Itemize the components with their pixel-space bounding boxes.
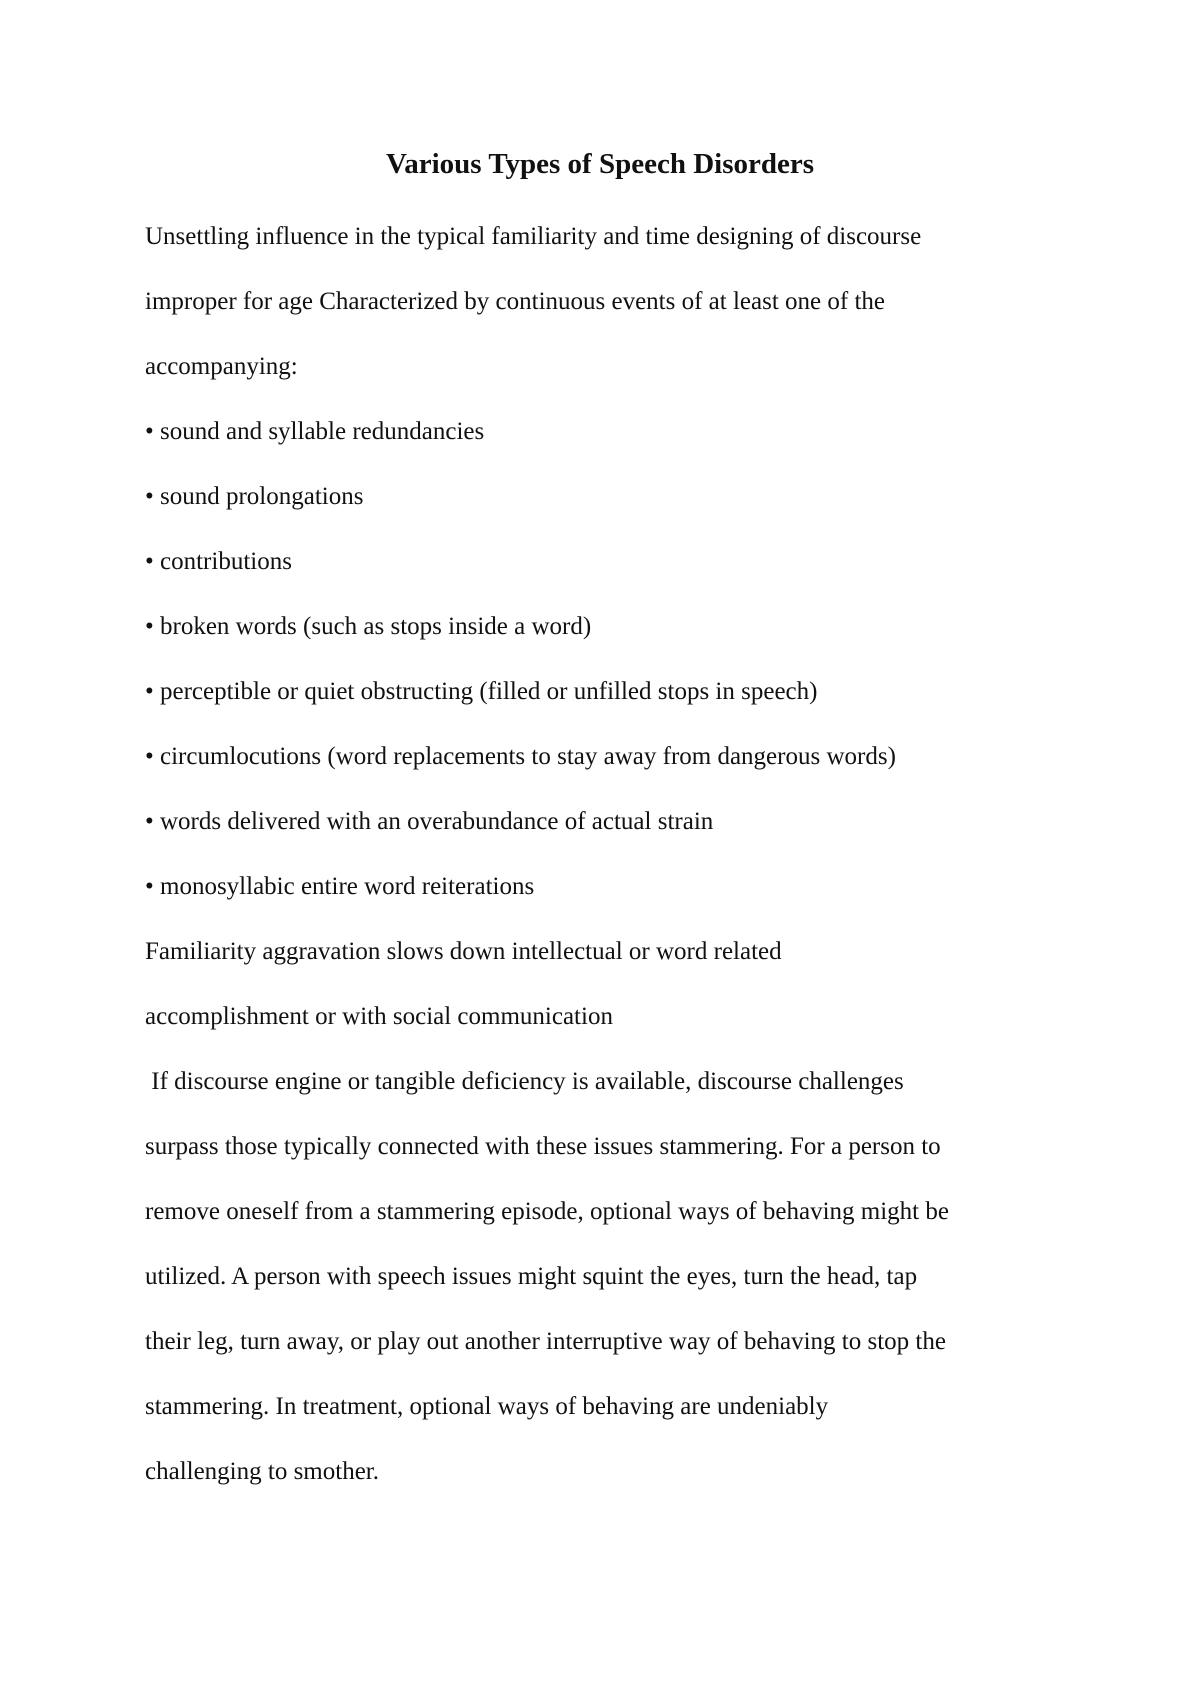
- para2-line-1: Familiarity aggravation slows down intellectual or word related: [145, 938, 782, 965]
- bullet-item-7: • words delivered with an overabundance of actual strain: [145, 808, 714, 835]
- bullet-item-4: • broken words (such as stops inside a word): [145, 613, 592, 640]
- document-title: Various Types of Speech Disorders: [385, 148, 815, 180]
- bullet-item-1: • sound and syllable redundancies: [145, 418, 485, 445]
- para3-line-7: challenging to smother.: [145, 1458, 379, 1485]
- intro-line-3: accompanying:: [145, 353, 298, 380]
- para3-line-1: If discourse engine or tangible deficiency is available, discourse challenges: [145, 1068, 904, 1095]
- bullet-item-6: • circumlocutions (word replacements to stay away from dangerous words): [145, 743, 896, 770]
- bullet-item-5: • perceptible or quiet obstructing (filled or unfilled stops in speech): [145, 678, 818, 705]
- para3-line-2: surpass those typically connected with these issues stammering. For a person to: [145, 1133, 941, 1160]
- intro-line-1: Unsettling influence in the typical familiarity and time designing of discourse: [145, 223, 922, 250]
- para3-line-3: remove oneself from a stammering episode, optional ways of behaving might be: [145, 1198, 949, 1225]
- para3-line-6: stammering. In treatment, optional ways of behaving are undeniably: [145, 1393, 829, 1420]
- bullet-item-3: • contributions: [145, 548, 292, 575]
- bullet-item-2: • sound prolongations: [145, 483, 364, 510]
- intro-line-2: improper for age Characterized by continuous events of at least one of the: [145, 288, 886, 315]
- para3-line-4: utilized. A person with speech issues might squint the eyes, turn the head, tap: [145, 1263, 918, 1290]
- para2-line-2: accomplishment or with social communication: [145, 1003, 613, 1030]
- bullet-item-8: • monosyllabic entire word reiterations: [145, 873, 535, 900]
- para3-line-5: their leg, turn away, or play out another interruptive way of behaving to stop the: [145, 1328, 946, 1355]
